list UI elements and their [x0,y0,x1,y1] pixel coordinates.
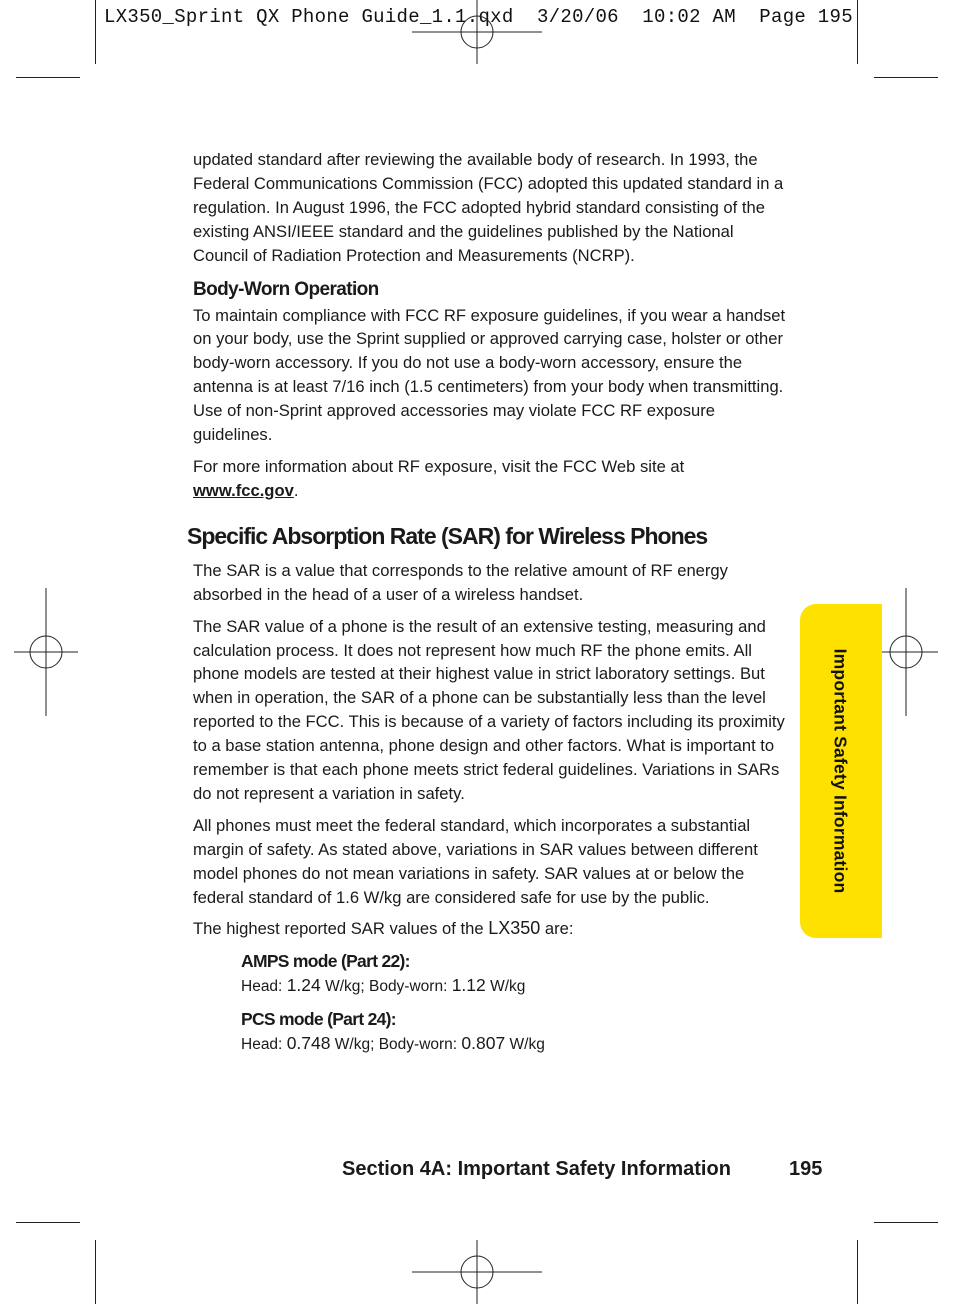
crop-mark-bottom-right-horizontal [874,1222,938,1223]
amps-head-label: Head: [241,978,283,996]
amps-head-value: 1.24 [286,975,321,996]
crop-mark-top-left-horizontal [16,77,80,78]
more-info-period: . [293,480,299,500]
registration-mark-left [14,588,78,716]
amps-mode-title: AMPS mode (Part 22): [241,951,410,972]
crop-mark-top-right-horizontal [874,77,938,78]
print-slug-line: LX350_Sprint QX Phone Guide_1.1.qxd 3/20/06 10:02 AM Page 195 [104,6,853,28]
highest-prefix: The highest reported SAR values of the [193,919,484,939]
crop-mark-bottom-left-vertical [95,1240,96,1304]
highest-suffix: are: [544,919,574,939]
pcs-unit: W/kg [509,1036,545,1054]
sar-heading: Specific Absorption Rate (SAR) for Wireless Phones [187,522,708,549]
amps-body-label: W/kg; Body-worn: [325,978,448,996]
amps-body-value: 1.12 [451,975,486,996]
fcc-link[interactable]: www.fcc.gov [193,480,294,500]
amps-mode-values [241,973,793,999]
side-tab-label: Important Safety Information [830,648,851,894]
amps-mode-block [241,949,793,999]
intro-paragraph: updated standard after reviewing the available body of research. In 1993, the Federal Communications Commission (FCC) adopted this updated standard in a regulation. In August 1996, the FCC adopted hybrid standard consisting of the existing ANSI/IEEE standard and the guidelines published by the National Council of Radiation Protection and Measurements (NCRP). [193,150,784,265]
pcs-head-label: Head: [241,1036,283,1054]
crop-mark-bottom-left-horizontal [16,1222,80,1223]
body-worn-paragraph: To maintain compliance with FCC RF exposure guidelines, if you wear a handset on your body, use the Sprint supplied or approved carrying case, holster or other body-worn accessory. If you do not use a body-worn accessory, ensure the antenna is at least 7/16 inch (1.5 centimeters) from your body when transmitting. Use of non-Sprint approved accessories may violate FCC RF exposure guidelines. [193,305,786,445]
pcs-mode-title: PCS mode (Part 24): [241,1009,396,1030]
crop-mark-top-right-vertical [857,0,858,64]
page-number: 195 [789,1158,823,1180]
amps-unit: W/kg [490,978,526,996]
more-info-text: For more information about RF exposure, visit the FCC Web site at [193,456,685,476]
pcs-body-value: 0.807 [461,1033,506,1054]
registration-mark-bottom [412,1240,542,1304]
page-content [187,148,793,1061]
pcs-head-value: 0.748 [286,1033,331,1054]
pcs-body-label: W/kg; Body-worn: [334,1036,458,1054]
crop-mark-top-left-vertical [95,0,96,64]
pcs-mode-values [241,1031,793,1057]
highest-sar-paragraph [193,917,793,941]
sar-paragraph-1: The SAR is a value that corresponds to the relative amount of RF energy absorbed in the head of a user of a wireless handset. [193,560,728,604]
registration-mark-right [874,588,938,716]
model-name: LX350 [488,918,541,939]
more-info-paragraph [193,455,793,503]
sar-paragraph-3: All phones must meet the federal standard, which incorporates a substantial margin of safety. As stated above, variations in SAR values between different model phones do not mean variations in safety. SAR values at or below the federal standard of 1.6 W/kg are considered safe for use by the public. [193,815,758,907]
sar-paragraph-2: The SAR value of a phone is the result of an extensive testing, measuring and calculation process. It does not represent how much RF the phone emits. All phone models are tested at their highest value in strict laboratory settings. But when in operation, the SAR of a phone can be substantially less than the level reported to the FCC. This is because of a variety of factors including its proximity to a base station antenna, phone design and other factors. What is important to remember is that each phone meets strict federal guidelines. Variations in SARs do not represent a variation in safety. [193,616,785,803]
body-worn-heading: Body-Worn Operation [193,278,379,300]
page-footer [342,1158,823,1181]
pcs-mode-block [241,1007,793,1057]
footer-section-title: Section 4A: Important Safety Information [342,1158,731,1180]
crop-mark-bottom-right-vertical [857,1240,858,1304]
registration-mark-top [412,0,542,64]
